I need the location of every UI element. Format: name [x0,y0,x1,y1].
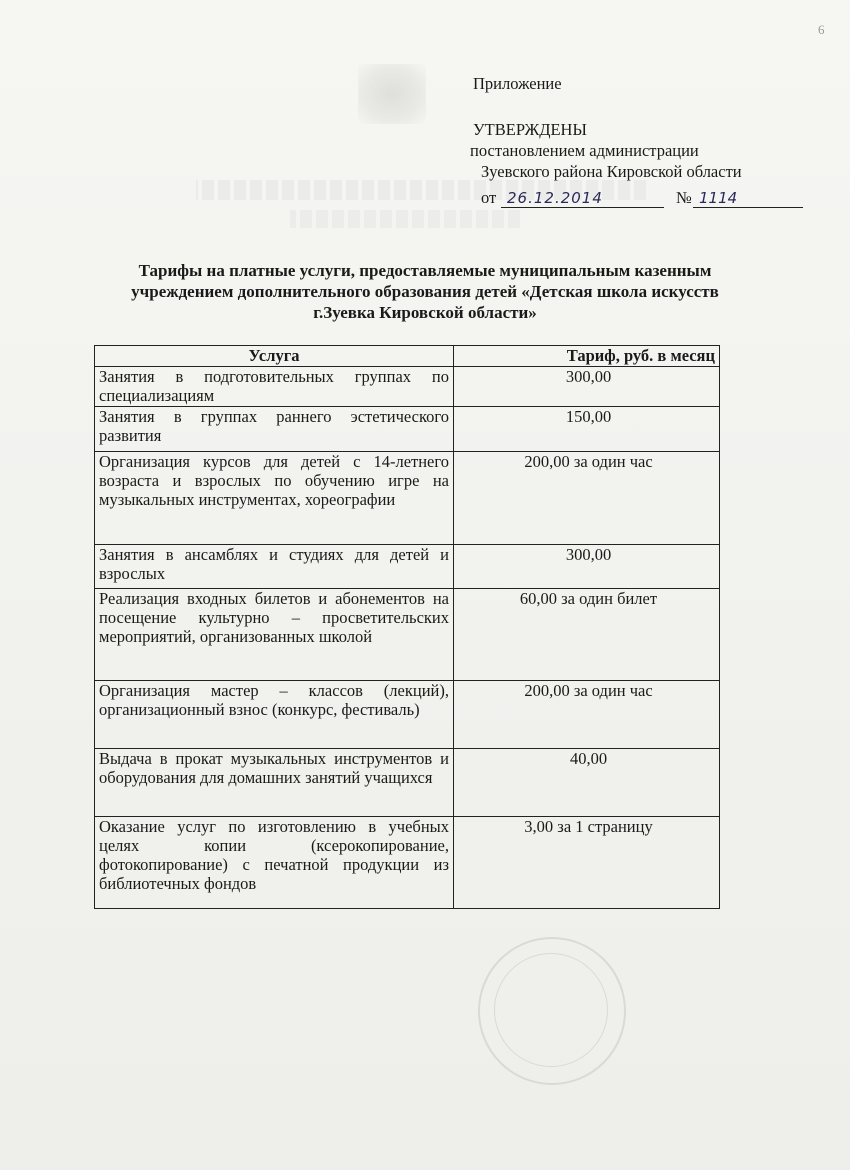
table-row [95,817,720,909]
price-cell: 300,00 [454,545,720,589]
table-row [95,681,720,749]
column-header-service: Услуга [95,346,454,367]
date-number-line [481,188,811,212]
price-cell: 60,00 за один билет [454,589,720,681]
column-header-price: Тариф, руб. в месяц [454,346,720,367]
title-line: Тарифы на платные услуги, предоставляемые муниципальным казенным [138,261,712,280]
decree-line: постановлением администрации [470,141,699,160]
table-row [95,452,720,545]
date-prefix: от [481,188,497,207]
stamp-bleed-through [478,937,626,1085]
title-line: г.Зуевка Кировской области» [313,303,537,322]
appendix-label: Приложение [473,74,562,93]
number-prefix: № [676,188,692,207]
service-cell: Оказание услуг по изготовлению в учебных целях копии (ксерокопирование, фотокопирование) с печатной продукции из библиотечных фондов [95,817,454,909]
title-line: учреждением дополнительного образования детей «Детская школа искусств [131,282,719,301]
tariff-table [94,345,720,909]
price-cell: 200,00 за один час [454,681,720,749]
price-cell: 150,00 [454,407,720,452]
corner-mark: 6 [818,22,825,37]
date-field: 26.12.2014 [501,188,664,208]
table-row [95,589,720,681]
service-cell: Организация курсов для детей с 14-летнего возраста и взрослых по обучению игре на музыкальных инструментах, хореографии [95,452,454,545]
table-row [95,545,720,589]
service-cell: Организация мастер – классов (лекций), организационный взнос (конкурс, фестиваль) [95,681,454,749]
price-cell: 300,00 [454,367,720,407]
coat-of-arms-bleed [358,64,426,124]
service-cell: Реализация входных билетов и абонементов на посещение культурно – просветительских мероприятий, организованных школой [95,589,454,681]
document-title [60,260,790,323]
service-cell: Занятия в группах раннего эстетического развития [95,407,454,452]
table-header-row [95,346,720,367]
table-row [95,367,720,407]
price-cell: 200,00 за один час [454,452,720,545]
bleed-through [290,210,520,228]
service-cell: Занятия в ансамблях и студиях для детей и взрослых [95,545,454,589]
number-field: 1114 [693,188,803,208]
approved-label: УТВЕРЖДЕНЫ [473,120,587,139]
table-row [95,407,720,452]
price-cell: 40,00 [454,749,720,817]
price-cell: 3,00 за 1 страницу [454,817,720,909]
service-cell: Занятия в подготовительных группах по специализациям [95,367,454,407]
service-cell: Выдача в прокат музыкальных инструментов и оборудования для домашних занятий учащихся [95,749,454,817]
table-row [95,749,720,817]
district-line: Зуевского района Кировской области [481,162,742,181]
